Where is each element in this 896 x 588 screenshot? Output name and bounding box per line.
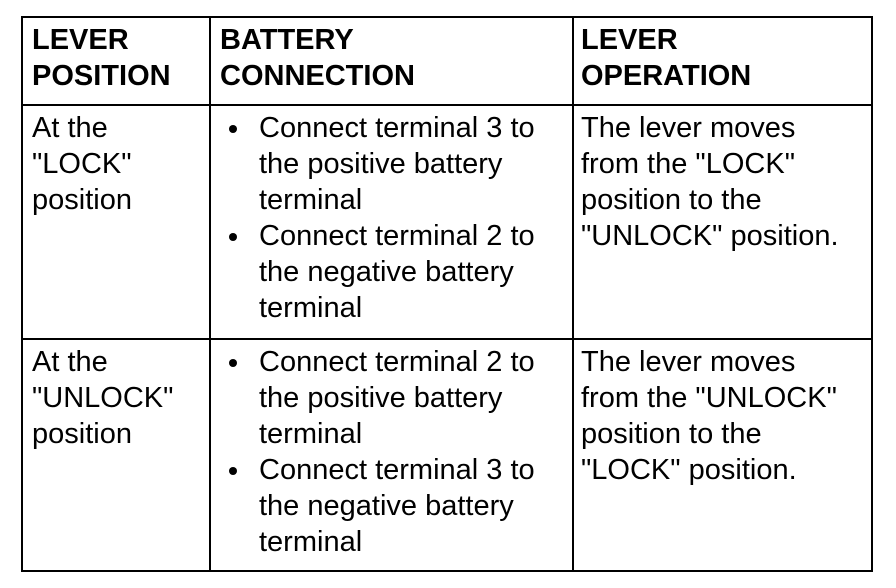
- cell-text: Connect terminal 3 to: [259, 112, 535, 144]
- cell-text: terminal: [259, 184, 363, 216]
- list-item: [225, 110, 564, 218]
- cell-text: terminal: [259, 526, 363, 558]
- header-lever-position: [23, 18, 211, 104]
- list-item: [225, 452, 564, 560]
- cell-text: Connect terminal 3 to: [259, 454, 535, 486]
- list-item: [225, 344, 564, 452]
- header-text: CONNECTION: [220, 60, 415, 92]
- header-text: BATTERY: [220, 24, 354, 56]
- header-text: OPERATION: [581, 60, 752, 92]
- cell-text: the negative battery: [259, 256, 514, 288]
- header-text: POSITION: [32, 60, 171, 92]
- cell-text: position: [32, 184, 132, 216]
- lever-position-cell: [23, 340, 211, 570]
- table-header-row: [23, 18, 871, 106]
- cell-text: "LOCK": [32, 148, 132, 180]
- cell-text: the negative battery: [259, 490, 514, 522]
- lever-operation-cell: [574, 106, 871, 338]
- header-lever-operation: [574, 18, 871, 104]
- cell-text: At the: [32, 112, 108, 144]
- cell-text: "LOCK" position.: [581, 454, 797, 486]
- cell-text: Connect terminal 2 to: [259, 346, 535, 378]
- cell-text: The lever moves: [581, 112, 796, 144]
- cell-text: position to the: [581, 184, 762, 216]
- bullet-icon: [229, 467, 237, 475]
- cell-text: the positive battery: [259, 382, 503, 414]
- cell-text: position to the: [581, 418, 762, 450]
- table-row: [23, 106, 871, 340]
- lever-battery-table: [21, 16, 873, 572]
- cell-text: "UNLOCK" position.: [581, 220, 839, 252]
- cell-text: terminal: [259, 418, 363, 450]
- lever-operation-cell: [574, 340, 871, 570]
- bullet-icon: [229, 233, 237, 241]
- cell-text: the positive battery: [259, 148, 503, 180]
- battery-connection-cell: [211, 106, 574, 338]
- bullet-icon: [229, 125, 237, 133]
- cell-text: position: [32, 418, 132, 450]
- connection-list: [225, 344, 564, 560]
- cell-text: Connect terminal 2 to: [259, 220, 535, 252]
- cell-text: terminal: [259, 292, 363, 324]
- cell-text: At the: [32, 346, 108, 378]
- header-text: LEVER: [32, 24, 129, 56]
- cell-text: "UNLOCK": [32, 382, 174, 414]
- connection-list: [225, 110, 564, 326]
- lever-position-cell: [23, 106, 211, 338]
- cell-text: from the "LOCK": [581, 148, 795, 180]
- cell-text: from the "UNLOCK": [581, 382, 837, 414]
- header-battery-connection: [211, 18, 574, 104]
- header-text: LEVER: [581, 24, 678, 56]
- list-item: [225, 218, 564, 326]
- bullet-icon: [229, 359, 237, 367]
- battery-connection-cell: [211, 340, 574, 570]
- cell-text: The lever moves: [581, 346, 796, 378]
- table-row: [23, 340, 871, 570]
